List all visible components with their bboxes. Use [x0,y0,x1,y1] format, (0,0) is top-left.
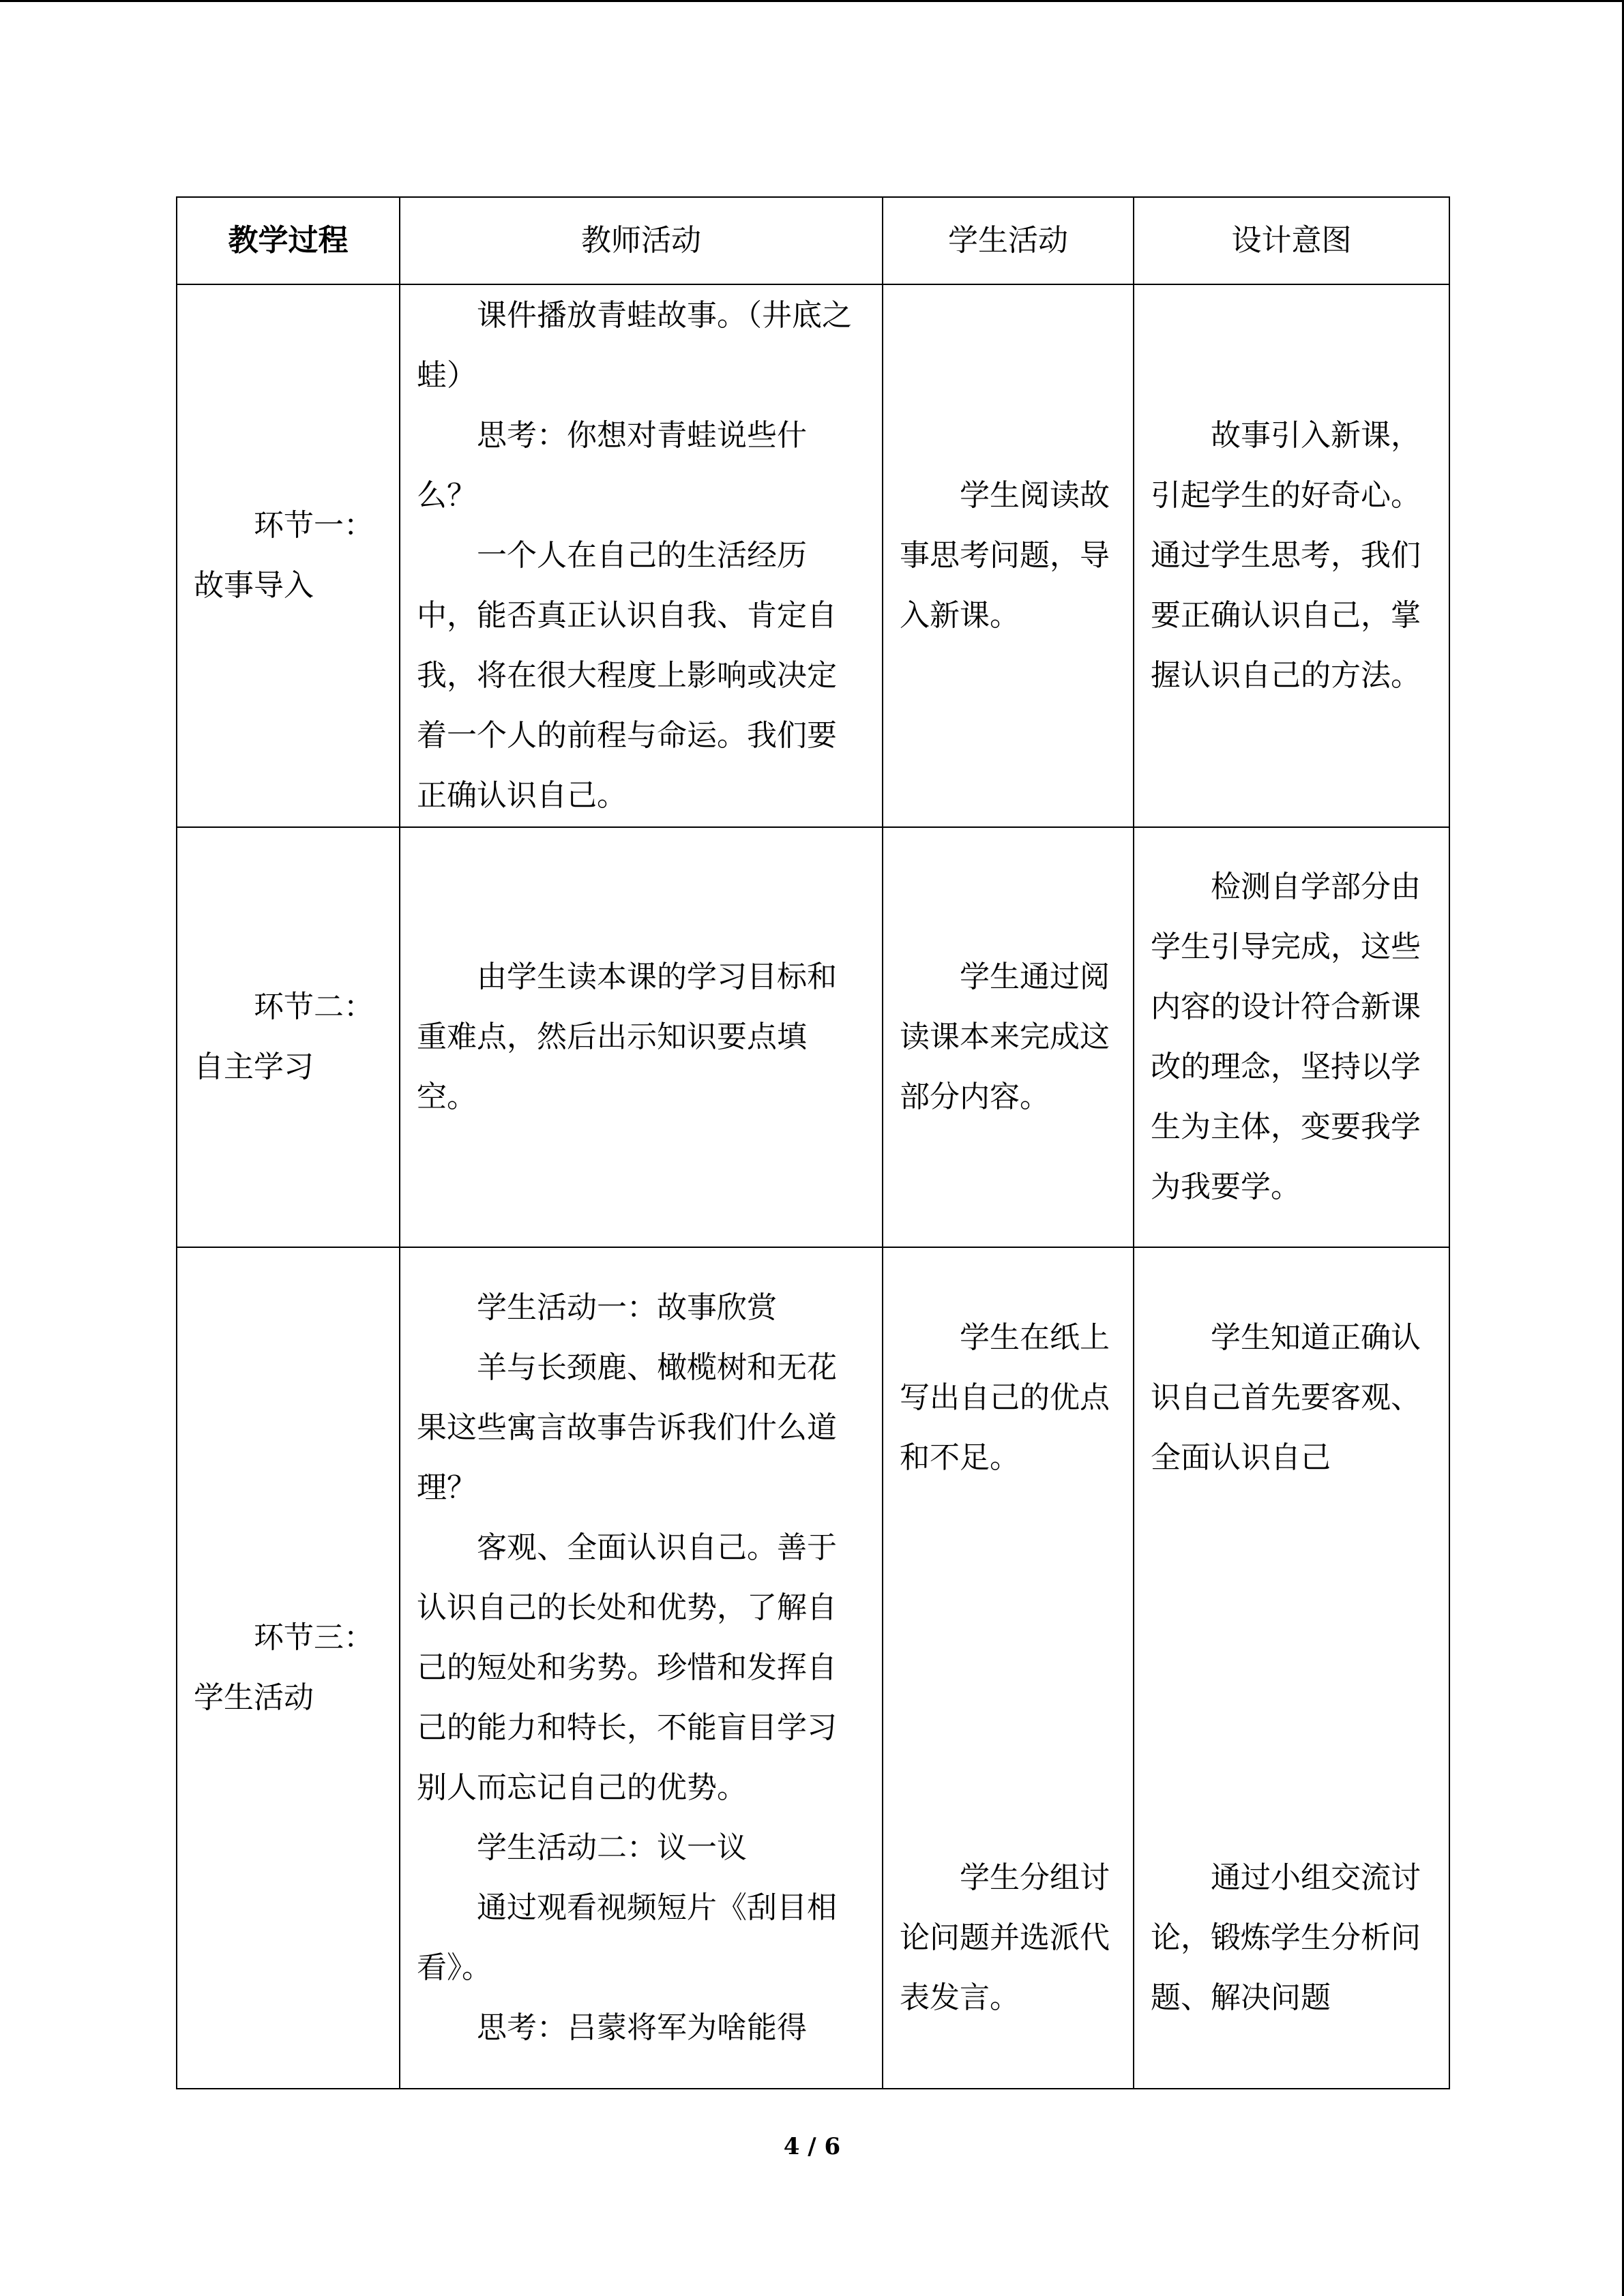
teacher-activity-cell: 学生活动一：故事欣赏 羊与长颈鹿、橄榄树和无花果这些寓言故事告诉我们什么道理？ 客观、全面认识自己。善于认识自己的长处和优势，了解自己的短处和劣势。珍惜和发挥自己的能力和特长，不能盲目学习别人而忘记自己的优势。 学生活动二：议一议 通过观看视频短片《刮目相看》。 思考：吕蒙将军为啥能得 [400,1247,883,2089]
student-activity-cell: 学生阅读故事思考问题，导入新课。 [883,284,1134,827]
stage-cell: 环节一：故事导入 [177,284,400,827]
teacher-activity-cell: 由学生读本课的学习目标和重难点，然后出示知识要点填空。 [400,827,883,1247]
student-activity-cell: 学生在纸上写出自己的优点和不足。 学生分组讨论问题并选派代表发言。 [883,1247,1134,2089]
table-header-row [177,197,1449,284]
table-row [177,827,1449,1247]
page-top-border [0,0,1624,2]
student-activity-cell: 学生通过阅读课本来完成这部分内容。 [883,827,1134,1247]
stage-cell: 环节三：学生活动 [177,1247,400,2089]
design-intent-cell: 检测自学部分由学生引导完成，这些内容的设计符合新课改的理念，坚持以学生为主体，变要我学为我要学。 [1134,827,1449,1247]
design-intent-cell: 学生知道正确认识自己首先要客观、全面认识自己 通过小组交流讨论，锻炼学生分析问题、解决问题 [1134,1247,1449,2089]
header-teacher-activity: 教师活动 [400,197,883,284]
stage-cell: 环节二：自主学习 [177,827,400,1247]
page-number: 4 / 6 [783,2133,841,2160]
header-teaching-process: 教学过程 [177,197,400,284]
table-row [177,1247,1449,2089]
teacher-activity-cell: 课件播放青蛙故事。（井底之蛙） 思考：你想对青蛙说些什么？ 一个人在自己的生活经历中，能否真正认识自我、肯定自我，将在很大程度上影响或决定着一个人的前程与命运。我们要正确认识自己。 [400,284,883,827]
table-row [177,284,1449,827]
header-student-activity: 学生活动 [883,197,1134,284]
header-design-intent: 设计意图 [1134,197,1449,284]
design-intent-cell: 故事引入新课，引起学生的好奇心。通过学生思考，我们要正确认识自己，掌握认识自己的方法。 [1134,284,1449,827]
lesson-plan-table [176,196,1450,2089]
